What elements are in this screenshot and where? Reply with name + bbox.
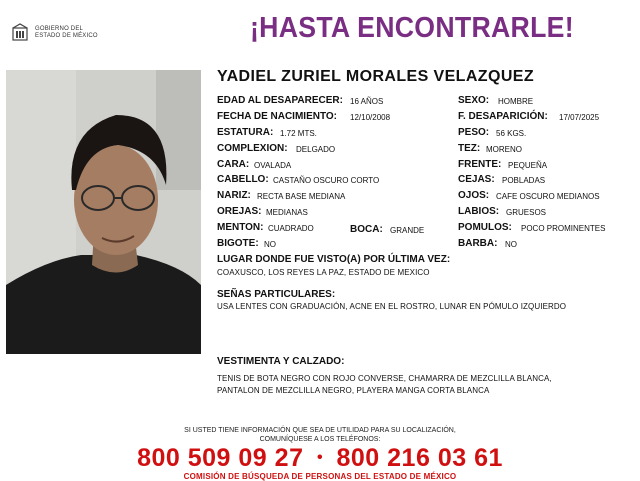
eyes-label: OJOS: — [458, 190, 490, 201]
lips-value: GRUESOS — [506, 208, 547, 217]
lips-label: LABIOS: — [458, 206, 500, 217]
contact-note-line2: COMUNÍQUESE A LOS TELÉFONOS: — [259, 436, 381, 443]
phone-number-2[interactable]: 800 216 03 61 — [336, 444, 503, 472]
height-value: 1.72 MTS. — [280, 129, 317, 138]
person-name: YADIEL ZURIEL MORALES VELAZQUEZ — [217, 68, 535, 85]
chin-label: MENTON: — [217, 222, 264, 233]
height-label: ESTATURA: — [217, 127, 274, 138]
build-label: COMPLEXION: — [217, 143, 288, 154]
weight-value: 56 KGS. — [496, 129, 527, 138]
clothing-line1: TENIS DE BOTA NEGRO CON ROJO CONVERSE, CHAMARRA DE MEZCLILLA BLANCA, — [217, 374, 552, 383]
nose-label: NARIZ: — [217, 190, 251, 201]
clothing-line2: PANTALON DE MEZCLILLA NEGRO, PLAYERA MANGA CORTA BLANCA — [217, 386, 490, 395]
age-value: 16 AÑOS — [350, 97, 384, 106]
moustache-value: NO — [264, 240, 276, 249]
forehead-value: PEQUEÑA — [508, 161, 548, 170]
eyebrows-label: CEJAS: — [458, 174, 495, 185]
phone-numbers — [0, 444, 640, 473]
eyebrows-value: POBLADAS — [502, 176, 546, 185]
forehead-label: FRENTE: — [458, 159, 502, 170]
cheekbones-label: POMULOS: — [458, 222, 512, 233]
beard-value: NO — [505, 240, 517, 249]
sex-label: SEXO: — [458, 95, 490, 106]
eyes-value: CAFE OSCURO MEDIANOS — [496, 192, 600, 201]
ears-value: MEDIANAS — [266, 208, 308, 217]
weight-label: PESO: — [458, 127, 490, 138]
face-label: CARA: — [217, 159, 250, 170]
nose-value: RECTA BASE MEDIANA — [257, 192, 346, 201]
logo-text-line2: ESTADO DE MÉXICO — [35, 33, 98, 39]
commission-name: COMISIÓN DE BÚSQUEDA DE PERSONAS DEL ESTADO DE MÉXICO — [183, 472, 457, 481]
phone-number-1[interactable]: 800 509 09 27 — [137, 444, 304, 472]
age-label: EDAD AL DESAPARECER: — [217, 95, 343, 106]
missing-person-photo — [6, 70, 201, 354]
distinguishing-marks-value: USA LENTES CON GRADUACIÓN, ACNE EN EL ROSTRO, LUNAR EN PÓMULO IZQUIERDO — [217, 302, 567, 311]
chin-value: CUADRADO — [268, 224, 314, 233]
moustache-label: BIGOTE: — [217, 238, 259, 249]
birthdate-value: 12/10/2008 — [350, 113, 391, 122]
disappearance-date-value: 17/07/2025 — [559, 113, 600, 122]
contact-note-line1: SI USTED TIENE INFORMACIÓN QUE SEA DE UTILIDAD PARA SU LOCALIZACIÓN, — [184, 427, 456, 434]
beard-label: BARBA: — [458, 238, 498, 249]
build-value: DELGADO — [296, 145, 336, 154]
clothing-label: VESTIMENTA Y CALZADO: — [217, 356, 345, 367]
birthdate-label: FECHA DE NACIMIENTO: — [217, 111, 337, 122]
state-seal-icon — [10, 23, 30, 43]
headline: ¡HASTA ENCONTRARLE! — [250, 12, 574, 44]
mouth-value: GRANDE — [390, 226, 425, 235]
sex-value: HOMBRE — [498, 97, 534, 106]
phone-separator: • — [316, 449, 324, 466]
hair-value: CASTAÑO OSCURO CORTO — [273, 176, 380, 185]
distinguishing-marks-label: SEÑAS PARTICULARES: — [217, 289, 336, 300]
cheekbones-value: POCO PROMINENTES — [521, 224, 606, 233]
last-seen-label: LUGAR DONDE FUE VISTO(A) POR ÚLTIMA VEZ: — [217, 254, 451, 265]
disappearance-date-label: F. DESAPARICIÓN: — [458, 111, 548, 122]
hair-label: CABELLO: — [217, 174, 269, 185]
face-value: OVALADA — [254, 161, 292, 170]
state-government-logo — [10, 22, 120, 44]
mouth-label: BOCA: — [350, 224, 383, 235]
ears-label: OREJAS: — [217, 206, 262, 217]
contact-note — [0, 426, 640, 444]
last-seen-value: COAXUSCO, LOS REYES LA PAZ, ESTADO DE MEXICO — [217, 268, 430, 277]
complexion-tone-value: MORENO — [486, 145, 522, 154]
complexion-tone-label: TEZ: — [458, 143, 481, 154]
logo-text-line1: GOBIERNO DEL — [35, 26, 84, 32]
